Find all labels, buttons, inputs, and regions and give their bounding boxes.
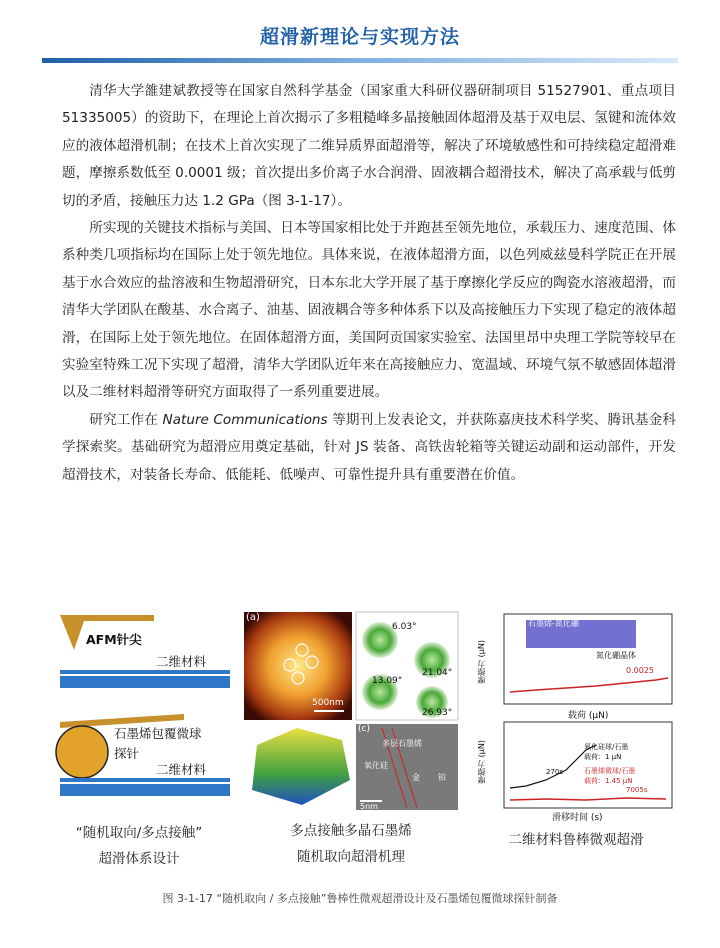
page-title: 超滑新理论与实现方法 bbox=[259, 26, 460, 48]
figure-right-charts bbox=[476, 610, 676, 890]
bot-legend-1b: 载荷：1 μN bbox=[584, 753, 622, 761]
top-legend: 石墨烯-氮化硼 bbox=[528, 619, 579, 628]
bot-legend-1a: 氧化硅球/石墨 bbox=[584, 743, 629, 751]
bot-legend-2b: 载荷：1.45 μN bbox=[584, 777, 633, 785]
article-body bbox=[62, 78, 676, 489]
left-caption-1: “随机取向/多点接触” bbox=[75, 825, 203, 841]
tem-label-3: 金 bbox=[412, 773, 420, 782]
top-xlabel: 载荷 (μN) bbox=[568, 711, 609, 721]
afm-label: AFM针尖 bbox=[86, 632, 142, 647]
bot-ann-1: 270s bbox=[546, 768, 564, 776]
panel-c-label: (c) bbox=[358, 724, 370, 734]
material-label-1: 二维材料 bbox=[156, 654, 207, 669]
mid-caption-2: 随机取向超滑机理 bbox=[297, 849, 405, 865]
material-layer-bottom bbox=[60, 778, 230, 782]
tem-label-4: 铂 bbox=[438, 773, 446, 782]
angle-1: 6.03° bbox=[392, 622, 417, 632]
material-label-2: 二维材料 bbox=[156, 762, 207, 777]
material-layer-top bbox=[60, 670, 230, 674]
probe-label-1: 石墨烯包覆微球 bbox=[114, 726, 202, 741]
bot-ann-2: 7005s bbox=[626, 786, 648, 794]
bot-legend-2a: 石墨烯微球/石墨 bbox=[584, 767, 636, 775]
angle-2: 21.04° bbox=[422, 668, 453, 678]
mid-caption-1: 多点接触多晶石墨烯 bbox=[290, 823, 412, 839]
tem-label-2: 氧化硅 bbox=[364, 761, 388, 770]
top-ylabel: 摩擦力 (μN) bbox=[477, 640, 486, 684]
paragraph-1: 清华大学雒建斌教授等在国家自然科学基金（国家重大科研仪器研制项目 51527901、重点项目 51335005）的资助下，在理论上首次揭示了多粗糙峰多晶接触固体超滑及基于双电层、氢键和流体效应的液体超滑机制；在技术上首次实现了二维异质界面超滑等，解决了环境敏感性和可持续稳定超滑难题，摩擦系数低至 0.0001 级；首次提出多价离子水合润滑、固液耦合超滑技术，解决了高承载与低剪切的矛盾，接触压力达 1.2 GPa（图 3-1-17）。 bbox=[62, 83, 676, 209]
figure-mid-microscopy bbox=[242, 610, 460, 890]
substrate-bottom bbox=[60, 784, 230, 796]
figure-group bbox=[0, 600, 720, 900]
journal-name: Nature Communications bbox=[162, 411, 328, 428]
substrate-top bbox=[60, 676, 230, 688]
bottom-plot-frame bbox=[504, 722, 672, 808]
title-divider bbox=[42, 58, 678, 63]
figure-left-schematic bbox=[44, 610, 234, 890]
graphene-coated-sphere bbox=[56, 726, 108, 778]
tem-label-1: 多层石墨烯 bbox=[382, 739, 422, 748]
probe-label-2: 探针 bbox=[114, 746, 140, 761]
top-value: 0.0025 bbox=[626, 666, 654, 675]
scale-bar-label: 500nm bbox=[312, 698, 344, 708]
panel-a-label: (a) bbox=[246, 612, 260, 623]
tem-scale-label: 5nm bbox=[360, 802, 378, 811]
figure-caption: 图 3-1-17 “随机取向 / 多点接触”鲁棒性微观超滑设计及石墨烯包覆微球探针制备 bbox=[162, 892, 558, 905]
angle-4: 26.93° bbox=[422, 708, 453, 718]
bot-ylabel: 摩擦力 (μN) bbox=[477, 740, 486, 784]
top-inset-label: 氮化硼晶体 bbox=[596, 651, 636, 660]
left-caption-2: 超滑体系设计 bbox=[98, 851, 180, 867]
angle-3: 13.09° bbox=[372, 676, 403, 686]
bot-xlabel: 滑移时间 (s) bbox=[552, 813, 603, 823]
paragraph-3: 研究工作在 Nature Communications 等期刊上发表论文，并获陈嘉庚技术科学奖、腾讯基金科学探索奖。基础研究为超滑应用奠定基础，针对 JS 装备、高铁齿轮箱等关键运动副和运动部件，开发超滑技术，对装备长寿命、低能耗、低噪声、可靠性提升具有重要潜在价值。 bbox=[62, 411, 676, 483]
paragraph-2: 所实现的关键技术指标与美国、日本等国家相比处于并跑甚至领先地位，承载压力、速度范围、体系种类几项指标均在国际上处于领先地位。具体来说，在液体超滑方面，以色列威兹曼科学院正在开展基于水合效应的盐溶液和生物超滑研究，日本东北大学开展了基于摩擦化学反应的陶瓷水溶液超滑，而清华大学团队在酸基、水合离子、油基、固液耦合等多种体系下以及高接触压力下实现了稳定的液体超滑，在国际上处于领先地位。在固体超滑方面，美国阿贡国家实验室、法国里昂中央理工学院等较早在实验室特殊工况下实现了超滑，清华大学团队近年来在高接触应力、宽温域、环境气氛不敏感固体超滑以及二维材料超滑等研究方面取得了一系列重要进展。 bbox=[62, 220, 676, 401]
right-caption: 二维材料鲁棒微观超滑 bbox=[508, 832, 644, 848]
